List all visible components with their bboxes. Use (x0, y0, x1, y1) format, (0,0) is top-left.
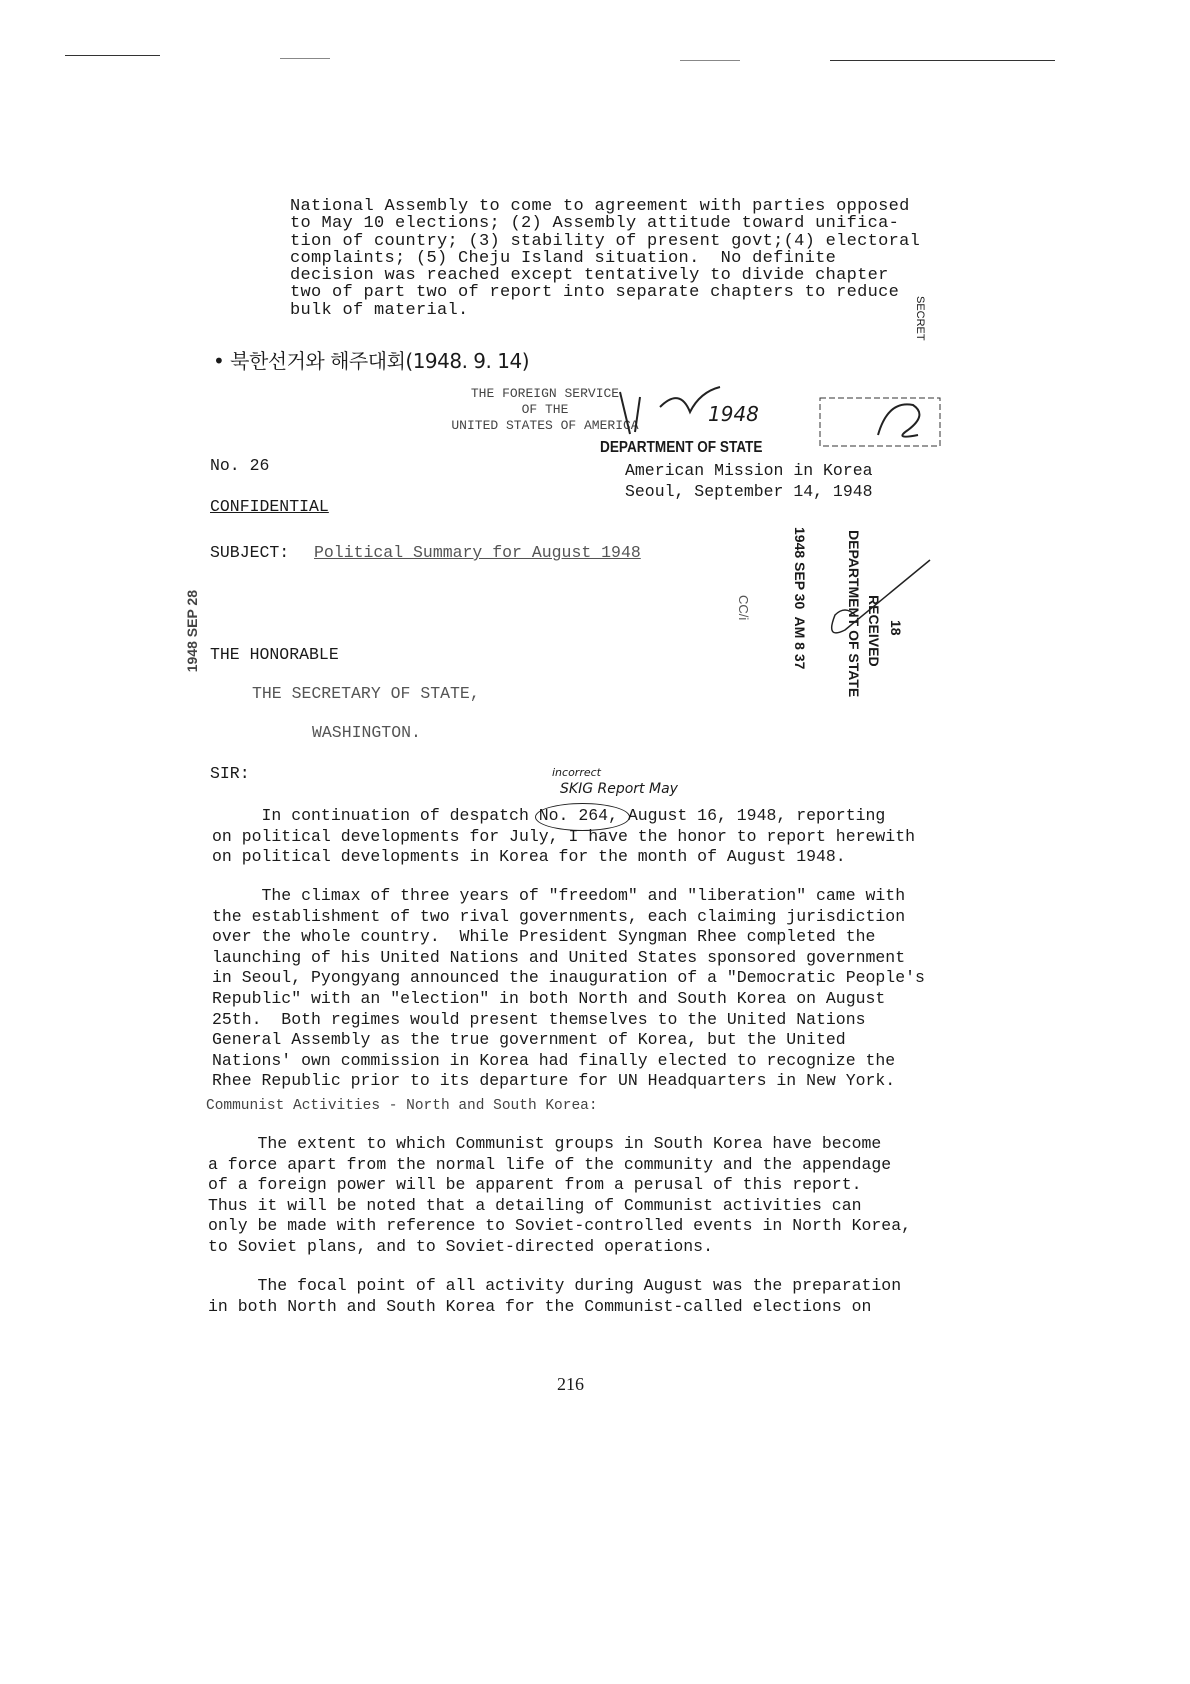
text-line: the establishment of two rival governments, each claiming jurisdiction (212, 906, 906, 926)
text-line: on political developments for July, I have the honor to report herewith (212, 826, 916, 846)
stamp-year: 1948 (708, 402, 759, 426)
subject: Political Summary for August 1948 (314, 543, 641, 562)
text-line: in Seoul, Pyongyang announced the inauguration of a "Democratic People's (212, 968, 925, 988)
text-line: complaints; (5) Cheju Island situation. No definite (290, 248, 837, 268)
subheading: Communist Activities - North and South Korea: (206, 1098, 598, 1114)
text-line: on political developments in Korea for the month of August 1948. (212, 847, 846, 867)
scan-rule (65, 55, 160, 56)
text-line: a force apart from the normal life of the community and the appendage (208, 1154, 892, 1174)
text-line: in both North and South Korea for the Communist-called elections on (208, 1296, 872, 1316)
text-line: tion of country; (3) stability of present govt;(4) electoral (290, 231, 921, 251)
text-line: The focal point of all activity during August was the preparation (208, 1276, 902, 1295)
scan-rule (830, 60, 1055, 61)
handwritten-note-line: SKIG Report May (560, 781, 678, 797)
text-line: over the whole country. While President Syngman Rhee completed the (212, 927, 876, 947)
department-stamp: DEPARTMENT OF STATE (600, 439, 763, 456)
received-label-stamp: RECEIVED (866, 595, 882, 667)
received-department-stamp: DEPARTMENT OF STATE (846, 530, 862, 698)
text-line: to May 10 elections; (2) Assembly attitude toward unifica- (290, 214, 900, 234)
cc-mark: CC/i (736, 595, 751, 621)
text-line: to Soviet plans, and to Soviet-directed operations. (208, 1236, 713, 1256)
paragraph (212, 806, 915, 868)
subject-label: SUBJECT: (210, 543, 290, 562)
secret-margin-mark: SECRET (914, 296, 926, 341)
text-line: bulk of material. (290, 300, 469, 320)
text-line: launching of his United Nations and United States sponsored government (212, 947, 906, 967)
left-date-stamp: 1948 SEP 28 (184, 590, 200, 673)
text-line: only be made with reference to Soviet-controlled events in North Korea, (208, 1216, 912, 1236)
place-date: Seoul, September 14, 1948 (625, 482, 873, 501)
addressee-line: THE SECRETARY OF STATE, (252, 684, 480, 703)
letterhead-line: UNITED STATES OF AMERICA (451, 418, 639, 433)
addressee-line: WASHINGTON. (312, 723, 421, 742)
classification: CONFIDENTIAL (210, 497, 329, 516)
signature-scribble-icon (600, 382, 740, 438)
scan-rule (280, 58, 330, 59)
text-line: In continuation of despatch No. 264, August 16, 1948, reporting (212, 806, 886, 825)
text-line: two of part two of report into separate chapters to reduce (290, 283, 900, 303)
section-heading: • 북한선거와 해주대회(1948. 9. 14) (213, 349, 529, 373)
text-line: Nations' own commission in Korea had finally elected to recognize the (212, 1050, 896, 1070)
signature-stamp-icon (818, 390, 943, 450)
pen-stroke-icon (815, 555, 935, 645)
text-line: Rhee Republic prior to its departure for UN Headquarters in New York. (212, 1071, 896, 1091)
continuation-paragraph (290, 198, 920, 319)
scan-rule (680, 60, 740, 61)
paragraph (212, 886, 925, 1092)
handwritten-note-line: incorrect (552, 766, 601, 779)
paragraph (208, 1134, 911, 1258)
text-line: 25th. Both regimes would present themselves to the United Nations (212, 1009, 866, 1029)
despatch-number: No. 26 (210, 456, 270, 475)
text-line: of a foreign power will be apparent from a perusal of this report. (208, 1175, 862, 1195)
text-line: Republic" with an "election" in both North and South Korea on August (212, 988, 886, 1008)
text-line: Thus it will be noted that a detailing of Communist activities can (208, 1195, 862, 1215)
text-line: The climax of three years of "freedom" and "liberation" came with (212, 886, 906, 905)
text-line: National Assembly to come to agreement with parties opposed (290, 197, 910, 216)
addressee-line: THE HONORABLE (210, 645, 339, 664)
text-line: decision was reached except tentatively to divide chapter (290, 266, 889, 286)
received-number-stamp: 18 (888, 620, 904, 636)
letterhead-line: THE FOREIGN SERVICE (470, 386, 620, 401)
origin: American Mission in Korea (625, 461, 873, 480)
paragraph (208, 1276, 901, 1317)
text-line: General Assembly as the true government of Korea, but the United (212, 1030, 846, 1050)
letterhead-line: OF THE (521, 402, 569, 417)
received-date-stamp: 1948 SEP 30 AM 8 37 (792, 527, 808, 670)
salutation: SIR: (210, 764, 250, 783)
text-line: The extent to which Communist groups in South Korea have become (208, 1134, 882, 1153)
page-number: 216 (557, 1374, 584, 1394)
